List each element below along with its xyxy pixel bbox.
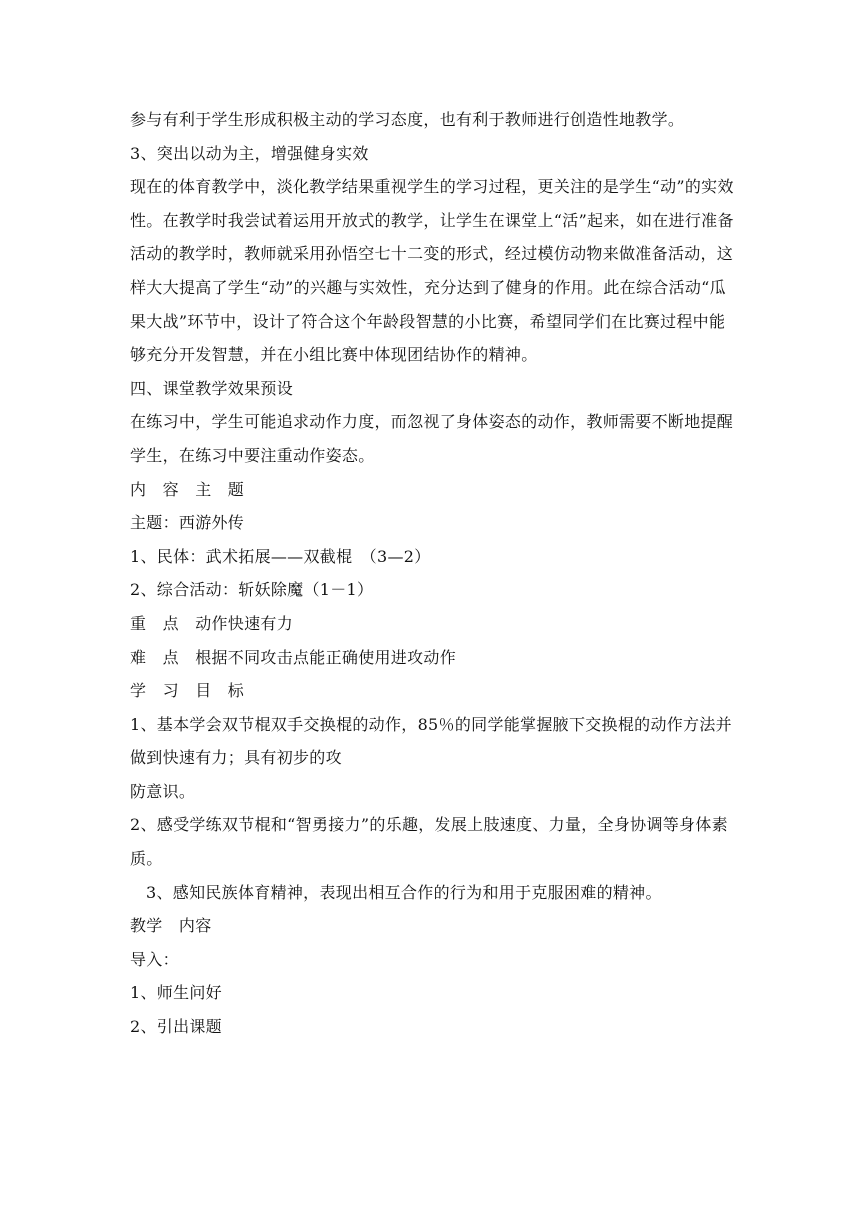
- paragraph-attitude-continuation: 参与有利于学生形成积极主动的学习态度，也有利于教师进行创造性地教学。: [130, 110, 685, 129]
- goal-item-1: 1、基本学会双节棍双手交换棍的动作，85％的同学能掌握腋下交换棍的动作方法并做到快速有力；具有初步的攻: [130, 714, 732, 768]
- goal-item-2: 2、感受学练双节棍和“智勇接力”的乐趣，发展上肢速度、力量，全身协调等身体素质。: [130, 815, 728, 869]
- label-content-theme: 内 容 主 题: [130, 479, 245, 499]
- content-item-2: 2、综合活动：斩妖除魔（1－1）: [130, 580, 374, 600]
- goal-item-3: 3、感知民族体育精神，表现出相互合作的行为和用于克服困难的精神。: [146, 882, 662, 902]
- heading-section-3: 3、突出以动为主，增强健身实效: [130, 143, 369, 163]
- paragraph-teaching-description: 现在的体育教学中，淡化教学结果重视学生的学习过程，更关注的是学生“动”的实效性。在教学时我尝试着运用开放式的教学，让学生在课堂上“活”起来，如在进行准备活动的教学时，教师就采用孙悟空七十二变的形式，经过模仿动物来做准备活动，这样大大提高了学生“动”的兴趣与实效性，充分达到了健身的作用。此在综合活动“瓜果大战”环节中，设计了符合这个年龄段智慧的小比赛，希望同学们在比赛过程中能够充分开发智慧，并在小组比赛中体现团结协作的精神。: [130, 177, 734, 365]
- intro-label: 导入：: [130, 949, 179, 969]
- paragraph-effect-preset: 在练习中，学生可能追求动作力度，而忽视了身体姿态的动作，教师需要不断地提醒学生，在练习中要注重动作姿态。: [130, 412, 734, 465]
- document-body: [130, 103, 735, 1044]
- label-learning-goals: 学 习 目 标: [130, 681, 245, 701]
- label-teaching-content: 教学 内容: [130, 916, 212, 936]
- intro-step-1: 1、师生问好: [130, 983, 222, 1003]
- theme-line: 主题：西游外传: [130, 513, 245, 533]
- key-point-line: 重 点 动作快速有力: [130, 613, 294, 633]
- goal-item-1-continuation: 防意识。: [130, 781, 196, 801]
- heading-section-4: 四、课堂教学效果预设: [130, 378, 294, 398]
- content-item-1: 1、民体：武术拓展——双截棍 （3—2）: [130, 546, 431, 566]
- difficulty-line: 难 点 根据不同攻击点能正确使用进攻动作: [130, 647, 457, 667]
- intro-step-2: 2、引出课题: [130, 1017, 222, 1037]
